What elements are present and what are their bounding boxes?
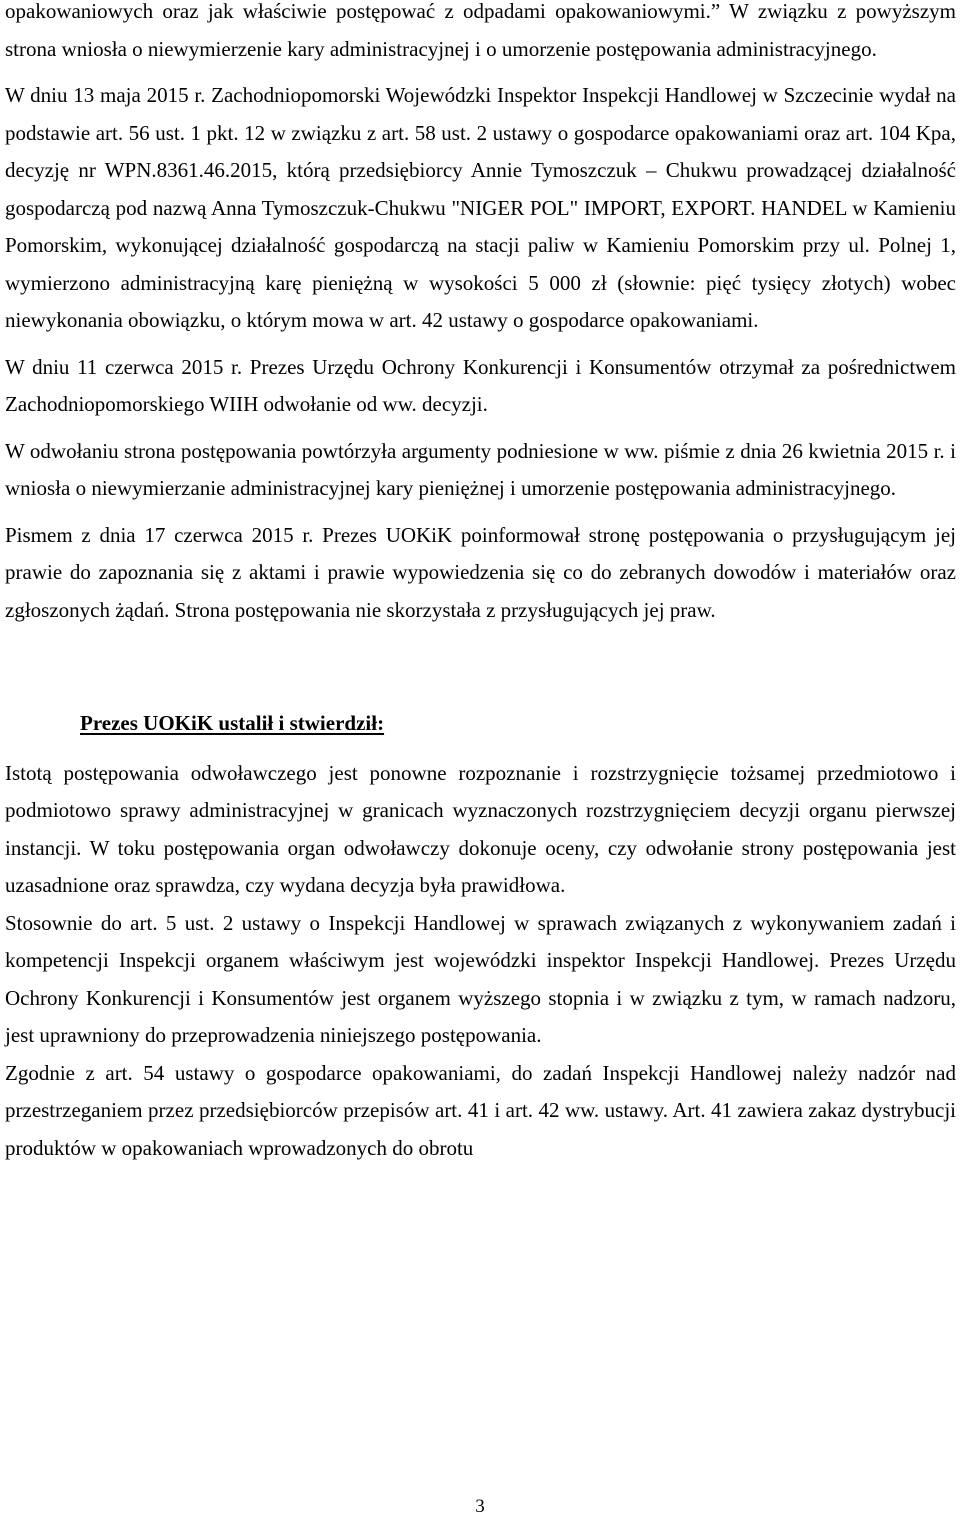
paragraph: Pismem z dnia 17 czerwca 2015 r. Prezes UOKiK poinformował stronę postępowania o przysługującym jej prawie do zapoznania się z aktami i prawie wypowiedzenia się co do zebranych dowodów i materiałów oraz zgłoszonych żądań. Strona postępowania nie skorzystała z przysługujących jej praw. — [5, 522, 956, 622]
document-body — [5, 0, 956, 1167]
paragraph: W dniu 13 maja 2015 r. Zachodniopomorski Wojewódzki Inspektor Inspekcji Handlowej w Szczecinie wydał na podstawie art. 56 ust. 1 pkt. 12 w związku z art. 58 ust. 2 ustawy o gospodarce opakowaniami oraz art. 104 Kpa, decyzję nr WPN.8361.46.2015, którą przedsiębiorcy Annie Tymoszczuk – Chukwu prowadzącej działalność gospodarczą pod nazwą Anna Tymoszczuk-Chukwu "NIGER POL" IMPORT, EXPORT. HANDEL w Kamieniu Pomorskim, wykonującej działalność gospodarczą na stacji paliw w Kamieniu Pomorskim przy ul. Polnej 1, wymierzono administracyjną karę pieniężną w wysokości 5 000 zł (słownie: pięć tysięcy złotych) wobec niewykonania obowiązku, o którym mowa w art. 42 ustawy o gospodarce opakowaniami. — [5, 83, 956, 332]
paragraph: W dniu 11 czerwca 2015 r. Prezes Urzędu Ochrony Konkurencji i Konsumentów otrzymał za pośrednictwem Zachodniopomorskiego WIIH odwołanie od ww. decyzji. — [5, 354, 956, 416]
paragraph: W odwołaniu strona postępowania powtórzyła argumenty podniesione w ww. piśmie z dnia 26 kwietnia 2015 r. i wniosła o niewymierzanie administracyjnej kary pieniężnej i umorzenie postępowania administracyjnego. — [5, 438, 956, 500]
paragraph: Istotą postępowania odwoławczego jest ponowne rozpoznanie i rozstrzygnięcie tożsamej przedmiotowo i podmiotowo sprawy administracyjnej w granicach wyznaczonych rozstrzygnięciem decyzji organu pierwszej instancji. W toku postępowania organ odwoławczy dokonuje oceny, czy odwołanie strony postępowania jest uzasadnione oraz sprawdza, czy wydana decyzja była prawidłowa. — [5, 760, 956, 897]
section-heading: Prezes UOKiK ustalił i stwierdził: — [80, 711, 385, 735]
page-number: 3 — [475, 1496, 485, 1517]
paragraph: Zgodnie z art. 54 ustawy o gospodarce opakowaniami, do zadań Inspekcji Handlowej należy nadzór nad przestrzeganiem przez przedsiębiorców przepisów art. 41 i art. 42 ww. ustawy. Art. 41 zawiera zakaz dystrybucji produktów w opakowaniach wprowadzonych do obrotu — [5, 1060, 956, 1160]
paragraph: Stosownie do art. 5 ust. 2 ustawy o Inspekcji Handlowej w sprawach związanych z wykonywaniem zadań i kompetencji Inspekcji organem właściwym jest wojewódzki inspektor Inspekcji Handlowej. Prezes Urzędu Ochrony Konkurencji i Konsumentów jest organem wyższego stopnia i w związku z tym, w ramach nadzoru, jest uprawniony do przeprowadzenia niniejszego postępowania. — [5, 910, 956, 1047]
paragraph: opakowaniowych oraz jak właściwie postępować z odpadami opakowaniowymi.” W związku z powyższym strona wniosła o niewymierzenie kary administracyjnej i o umorzenie postępowania administracyjnego. — [5, 0, 956, 61]
